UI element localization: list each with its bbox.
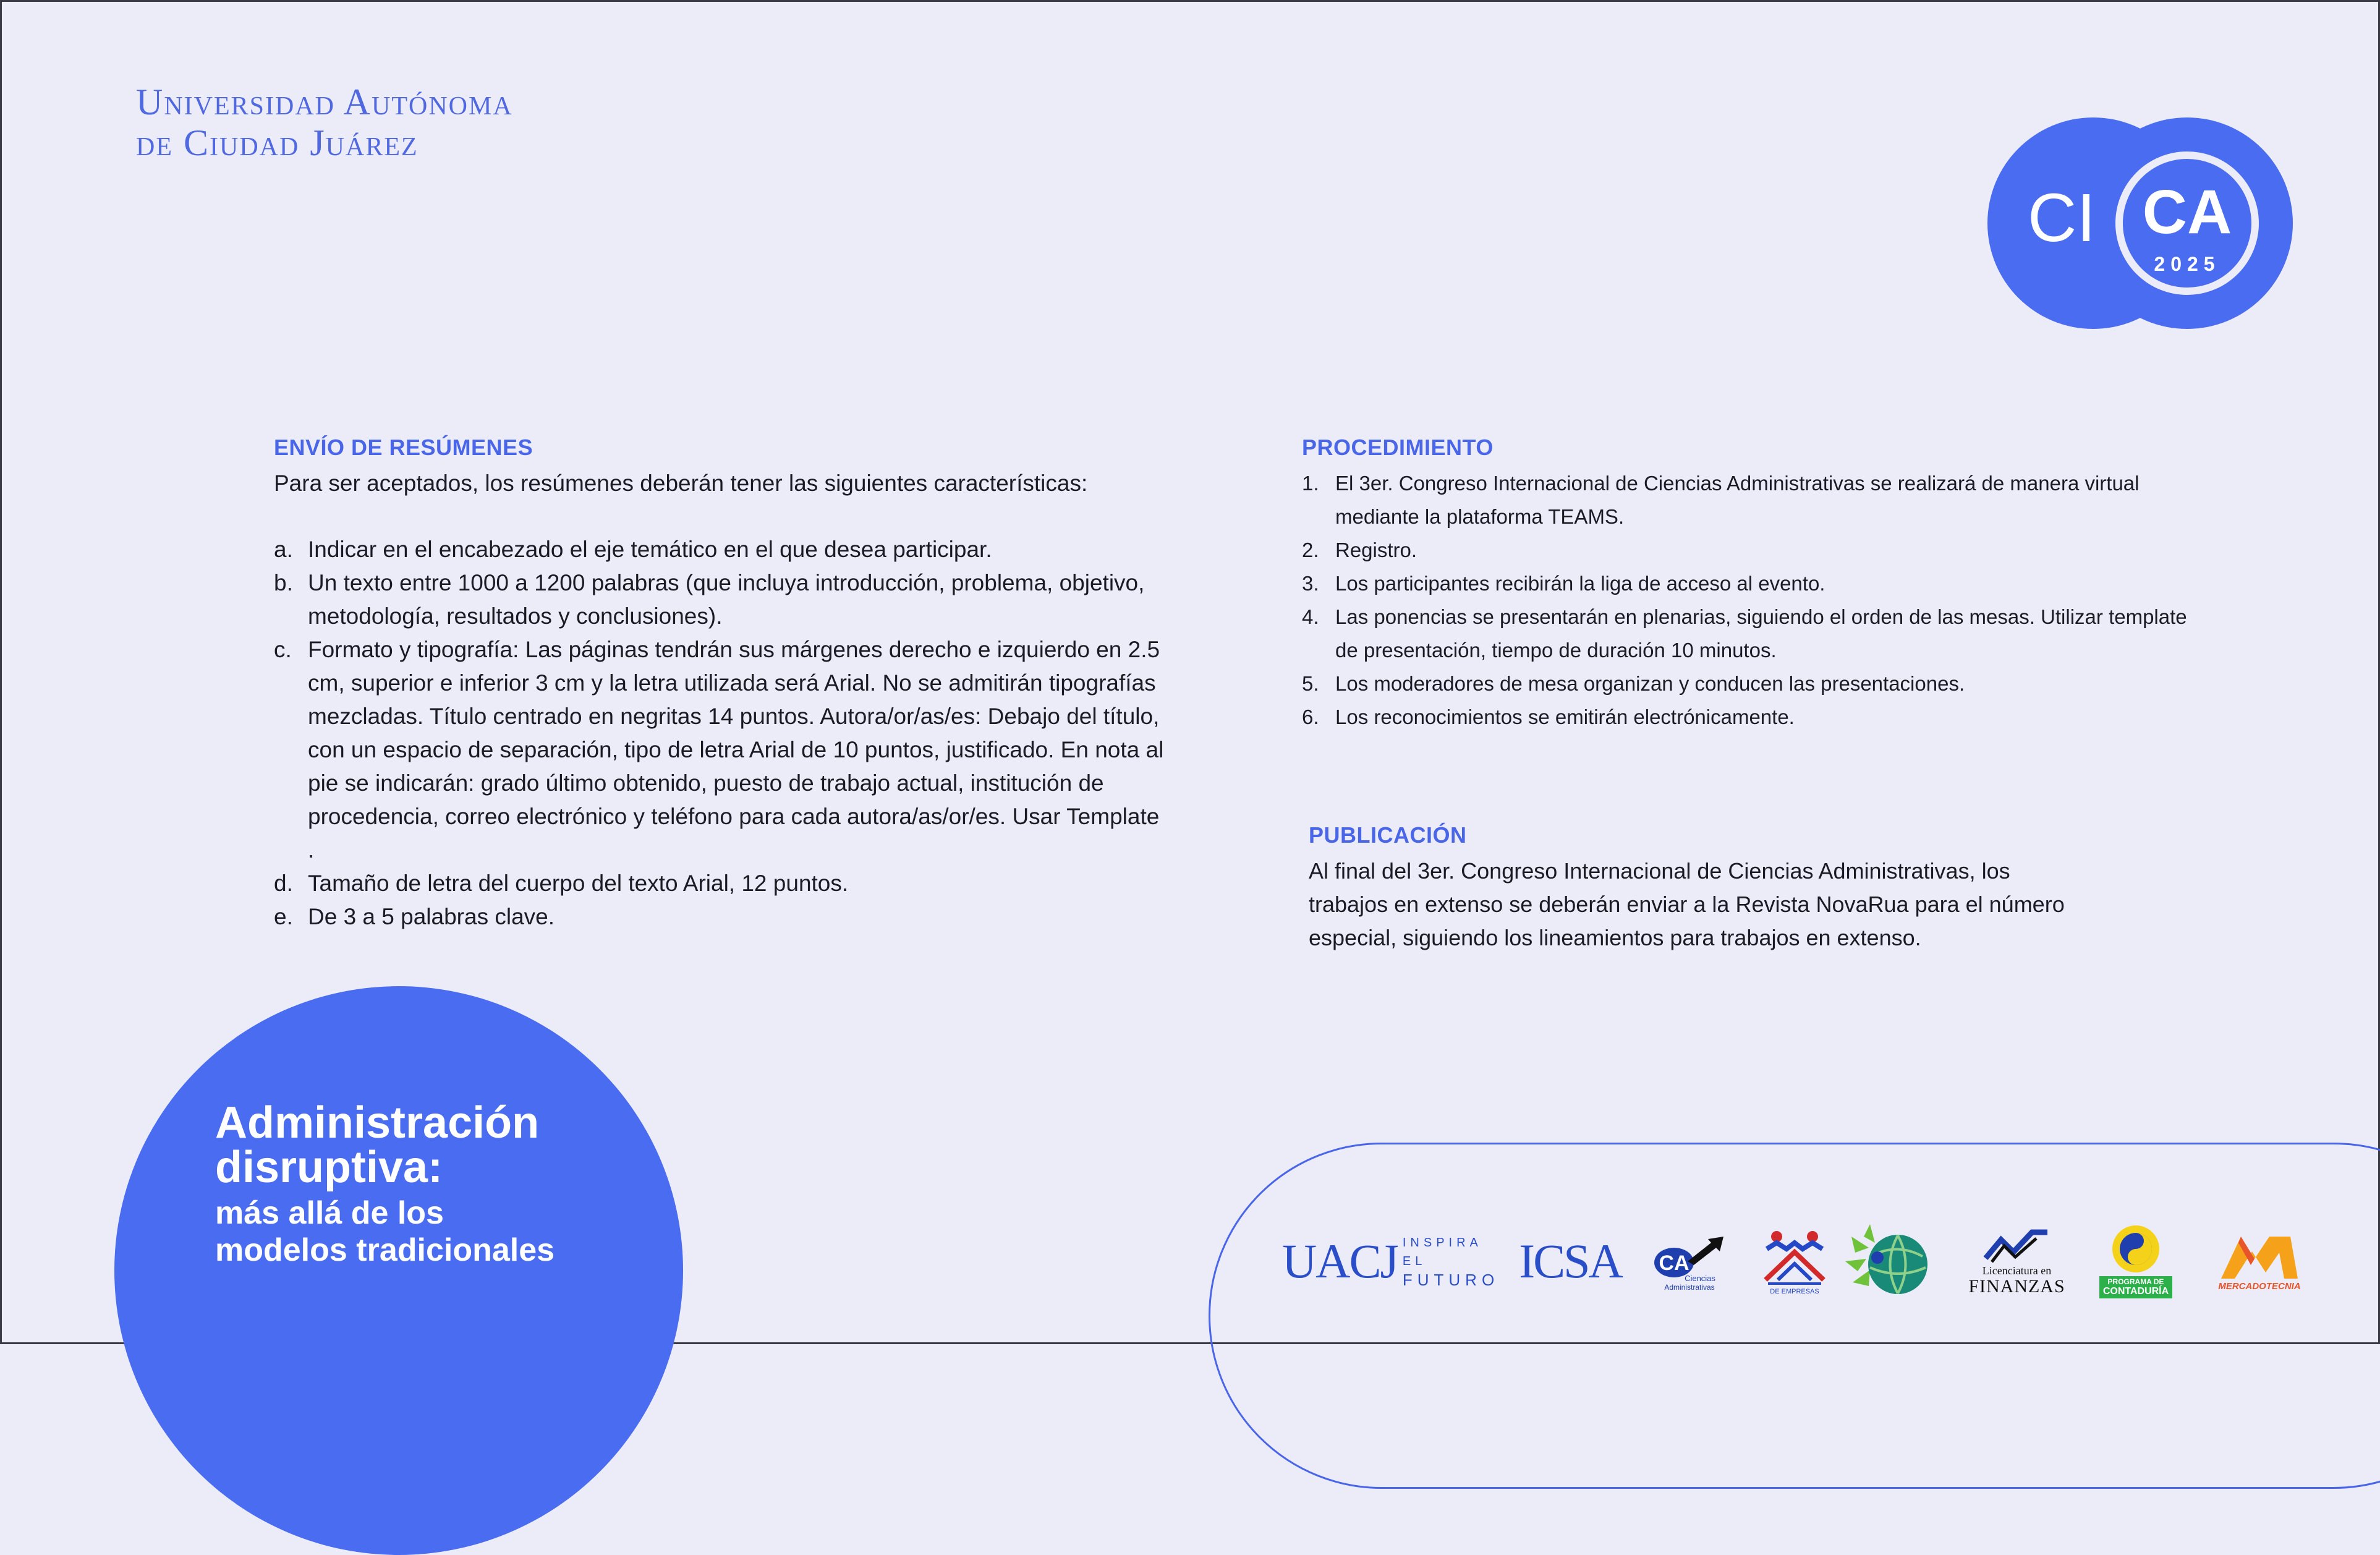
svg-text:CA: CA — [1659, 1251, 1689, 1275]
ciencias-administrativas-logo — [1649, 1212, 1733, 1311]
procedimiento-item — [1302, 534, 2204, 567]
envio-item — [274, 633, 1170, 867]
procedimiento-item-text: El 3er. Congreso Internacional de Ciencias Administrativas se realizará de manera virtual mediante la plataforma TEAMS. — [1335, 472, 2140, 528]
envio-item — [274, 867, 1170, 900]
publicacion-text: Al final del 3er. Congreso Internacional de Ciencias Administrativas, los trabajos en extenso se deberán enviar a la Revista NovaRua para el número especial, siguiendo los lineamientos para trabajos en extenso. — [1309, 858, 2065, 950]
empresas-logo — [1754, 1212, 1835, 1311]
university-name — [136, 82, 513, 163]
globe-logo — [1839, 1212, 1941, 1311]
procedimiento-item-text: Los moderadores de mesa organizan y conducen las presentaciones. — [1335, 672, 1965, 695]
icsa-logo — [1518, 1212, 1623, 1311]
procedimiento-item-marker: 1. — [1302, 472, 1319, 495]
envio-item-text: Formato y tipografía: Las páginas tendrán sus márgenes derecho e izquierdo en 2.5 cm, superior e inferior 3 cm y la letra utilizada será Arial. No se admitirán tipografías mezcladas. Título centrado en negritas 14 puntos. Autora/or/as/es: Debajo del título, con un espacio de separación, tipo de letra Arial de 10 puntos, justificado. En nota al pie se indicarán: grado último obtenido, puesto de trabajo actual, institución de procedencia, correo electrónico y teléfono para cada autora/as/or/es. Usar Template . — [308, 637, 1164, 863]
uacj-logo — [1281, 1212, 1500, 1311]
procedimiento-item-marker: 6. — [1302, 705, 1319, 728]
procedimiento-item — [1302, 567, 2204, 600]
finanzas-label-1: Licenciatura en — [1982, 1264, 2052, 1277]
envio-item — [274, 900, 1170, 934]
globe-sun-icon — [1839, 1218, 1941, 1305]
envio-item-text: Tamaño de letra del cuerpo del texto Arial, 12 puntos. — [308, 871, 849, 896]
procedimiento-item-marker: 3. — [1302, 572, 1319, 595]
contaduria-label-1: PROGRAMA DE — [2107, 1277, 2164, 1286]
envio-item-marker: d. — [274, 871, 293, 896]
icsa-mark: ICSA — [1519, 1234, 1621, 1288]
uacj-tagline-2: FUTURO — [1402, 1271, 1500, 1289]
envio-item-marker: e. — [274, 904, 293, 929]
ciencias-administrativas-icon — [1649, 1230, 1733, 1292]
envio-item-text: Un texto entre 1000 a 1200 palabras (que incluya introducción, problema, objetivo, metodología, resultados y conclusiones). — [308, 570, 1145, 629]
envio-item — [274, 533, 1170, 566]
publicacion-title: PUBLICACIÓN — [1309, 822, 1467, 848]
procedimiento-item-text: Los reconocimientos se emitirán electrónicamente. — [1335, 705, 1795, 728]
procedimiento-item-marker: 5. — [1302, 672, 1319, 695]
mercadotecnia-m-icon — [2216, 1232, 2303, 1281]
procedimiento-item-marker: 4. — [1302, 605, 1319, 628]
yin-yang-icon — [2111, 1224, 2161, 1274]
contaduria-logo — [2093, 1212, 2179, 1311]
envio-item-marker: a. — [274, 537, 293, 562]
university-line-1: Universidad Autónoma — [136, 82, 513, 122]
envio-intro: Para ser aceptados, los resúmenes deberán tener las siguientes características: — [274, 471, 1088, 496]
empresas-icon — [1754, 1224, 1835, 1298]
theme-line-2: disruptiva: — [215, 1143, 443, 1192]
envio-list — [274, 533, 1170, 934]
mercadotecnia-label: MERCADOTECNIA — [2218, 1280, 2301, 1292]
procedimiento-item — [1302, 667, 2204, 701]
finanzas-label-2: FINANZAS — [1968, 1276, 2065, 1297]
finanzas-logo — [1966, 1212, 2068, 1311]
ciencias-label-1: Ciencias — [1685, 1274, 1715, 1283]
envio-item-text: De 3 a 5 palabras clave. — [308, 904, 555, 929]
finanzas-chart-icon — [1979, 1227, 2054, 1264]
envio-item-marker: c. — [274, 637, 292, 662]
envio-title: ENVÍO DE RESÚMENES — [274, 435, 533, 460]
ciencias-label-2: Administrativas — [1664, 1283, 1715, 1292]
logo-letters-right: CA — [2142, 177, 2232, 247]
envio-item — [274, 566, 1170, 633]
uacj-tagline-1: INSPIRA EL — [1402, 1236, 1482, 1268]
procedimiento-item-text: Los participantes recibirán la liga de acceso al evento. — [1335, 572, 1825, 595]
procedimiento-list — [1302, 467, 2204, 734]
mercadotecnia-logo — [2213, 1212, 2306, 1311]
theme-line-1: Administración — [215, 1098, 540, 1148]
congress-theme — [215, 1098, 555, 1269]
contaduria-label-box — [2099, 1276, 2172, 1298]
procedimiento-item — [1302, 701, 2204, 734]
university-line-2: de Ciudad Juárez — [136, 122, 419, 163]
theme-line-4: modelos tradicionales — [215, 1232, 555, 1268]
empresas-label: DE EMPRESAS — [1770, 1288, 1819, 1295]
uacj-mark: UACJ — [1281, 1234, 1398, 1288]
envio-item-marker: b. — [274, 570, 293, 595]
envio-item-text: Indicar en el encabezado el eje temático en el que desea participar. — [308, 537, 992, 562]
theme-line-3: más allá de los — [215, 1195, 444, 1231]
procedimiento-item — [1302, 467, 2204, 534]
theme-circle — [114, 986, 683, 1555]
sponsor-strip — [1209, 1143, 2380, 1489]
procedimiento-item — [1302, 600, 2204, 667]
procedimiento-item-text: Registro. — [1335, 539, 1417, 561]
procedimiento-item-marker: 2. — [1302, 539, 1319, 561]
logo-year: 2025 — [2154, 253, 2221, 275]
procedimiento-item-text: Las ponencias se presentarán en plenarias, siguiendo el orden de las mesas. Utilizar template de presentación, tiempo de duración 10 minutos. — [1335, 605, 2187, 662]
contaduria-label-2: CONTADURÍA — [2102, 1286, 2169, 1297]
logo-letters-left: CI — [2028, 180, 2096, 256]
cica-2025-logo — [1987, 117, 2293, 329]
procedimiento-title: PROCEDIMIENTO — [1302, 435, 1494, 460]
